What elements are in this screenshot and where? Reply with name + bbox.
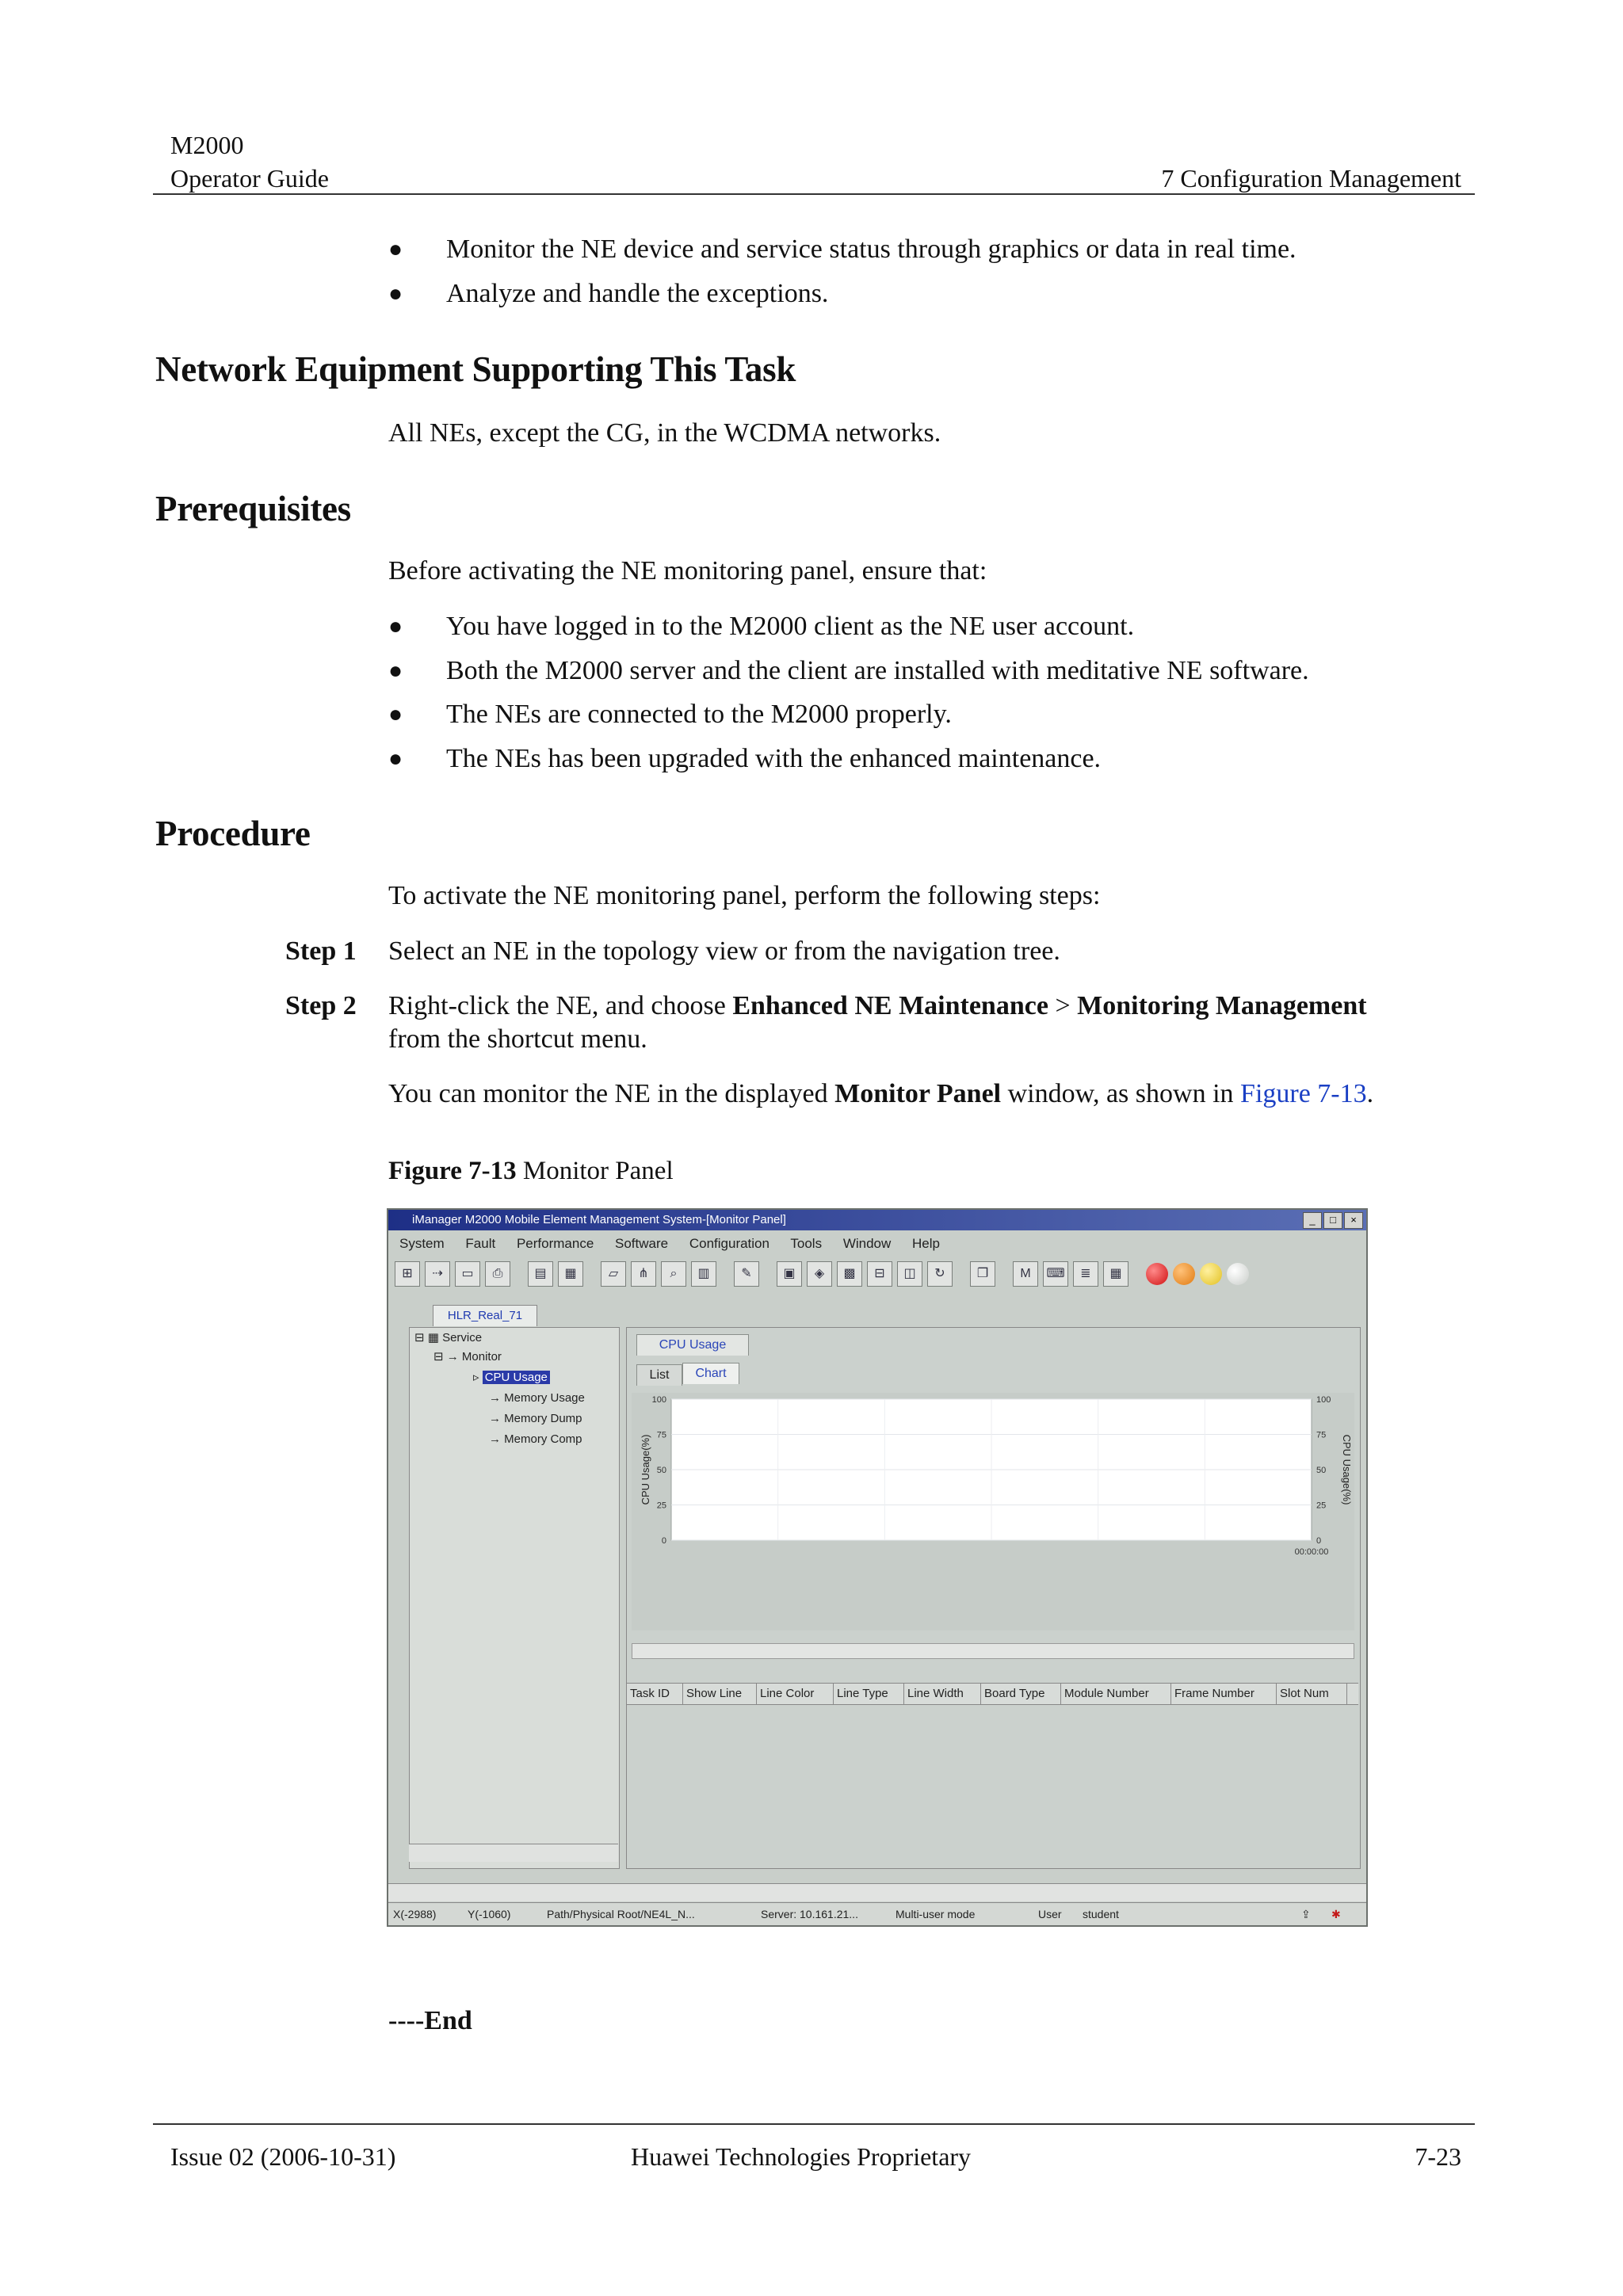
menubar bbox=[388, 1234, 1366, 1254]
module-icon[interactable]: ◫ bbox=[897, 1261, 922, 1287]
status-path: Path/Physical Root/NE4L_N... bbox=[547, 1908, 695, 1920]
cpu-usage-chart bbox=[632, 1393, 1354, 1630]
y-tick-right: 50 bbox=[1316, 1466, 1327, 1475]
procedure-heading: Procedure bbox=[155, 814, 311, 853]
alarm-status-icon[interactable]: ✱ bbox=[1331, 1908, 1341, 1920]
keyboard-icon[interactable]: ⌨ bbox=[1043, 1261, 1068, 1287]
chart-icon[interactable]: ▥ bbox=[691, 1261, 716, 1287]
board-icon[interactable]: ▩ bbox=[837, 1261, 862, 1287]
intro-bullet-1: Monitor the NE device and service status through graphics or data in real time. bbox=[446, 235, 1296, 264]
y-axis-label-right: CPU Usage(%) bbox=[1341, 1434, 1353, 1505]
tree-item-memory-comp[interactable]: → Memory Comp bbox=[489, 1432, 582, 1446]
prereq-bullet-4: The NEs has been upgraded with the enhanced maintenance. bbox=[446, 744, 1102, 773]
chart-scrollbar[interactable] bbox=[632, 1643, 1354, 1659]
menu-tools[interactable]: Tools bbox=[790, 1236, 823, 1251]
major-alarm-icon[interactable] bbox=[1173, 1263, 1195, 1285]
warning-alarm-icon[interactable] bbox=[1227, 1263, 1249, 1285]
status-server: Server: 10.161.21... bbox=[761, 1908, 858, 1920]
equipment-heading: Network Equipment Supporting This Task bbox=[155, 349, 796, 389]
info-icon[interactable]: ⇪ bbox=[1301, 1908, 1311, 1920]
prereq-bullet-3: The NEs are connected to the M2000 properly. bbox=[446, 700, 952, 729]
y-tick-left: 50 bbox=[656, 1466, 666, 1475]
tree-item-memory-dump[interactable]: → Memory Dump bbox=[489, 1412, 582, 1425]
bullet-dot: ● bbox=[388, 236, 403, 262]
copy-icon[interactable]: ❐ bbox=[970, 1261, 995, 1287]
log-icon[interactable]: ≣ bbox=[1073, 1261, 1098, 1287]
tab-list[interactable]: List bbox=[636, 1364, 682, 1386]
y-tick-left: 100 bbox=[651, 1395, 666, 1405]
end-marker: ----End bbox=[388, 2006, 472, 2035]
maximize-icon[interactable]: □ bbox=[1323, 1212, 1342, 1229]
navigation-tree bbox=[409, 1327, 620, 1869]
navigate-icon[interactable]: ⇢ bbox=[425, 1261, 450, 1287]
status-bar bbox=[388, 1902, 1366, 1925]
column-line-width[interactable]: Line Width bbox=[904, 1684, 981, 1704]
figure-caption: Figure 7-13 Monitor Panel bbox=[388, 1157, 674, 1185]
tab-cpu-usage[interactable]: CPU Usage bbox=[636, 1334, 749, 1356]
footer-issue: Issue 02 (2006-10-31) bbox=[170, 2142, 396, 2171]
document-icon[interactable]: ▤ bbox=[528, 1261, 553, 1287]
bullet-dot: ● bbox=[388, 613, 403, 639]
report-icon[interactable]: ▦ bbox=[558, 1261, 583, 1287]
status-mode: Multi-user mode bbox=[896, 1908, 976, 1920]
bullet-dot: ● bbox=[388, 746, 403, 772]
monitor-icon[interactable]: ▭ bbox=[455, 1261, 480, 1287]
critical-alarm-icon[interactable] bbox=[1146, 1263, 1168, 1285]
step-1-label: Step 1 bbox=[285, 936, 357, 966]
document-tab[interactable]: HLR_Real_71 bbox=[433, 1305, 537, 1326]
header-guide: Operator Guide bbox=[170, 164, 329, 193]
menu-performance[interactable]: Performance bbox=[516, 1236, 594, 1251]
table-icon[interactable]: ▦ bbox=[1103, 1261, 1128, 1287]
column-module-number[interactable]: Module Number bbox=[1061, 1684, 1171, 1704]
y-tick-right: 0 bbox=[1316, 1536, 1322, 1546]
status-user: student bbox=[1083, 1908, 1119, 1920]
toolbar bbox=[395, 1257, 1360, 1291]
status-y: Y(-1060) bbox=[468, 1908, 511, 1920]
y-tick-right: 75 bbox=[1316, 1430, 1327, 1440]
step-1-text: Select an NE in the topology view or from the navigation tree. bbox=[388, 936, 1060, 966]
footer-page: 7-23 bbox=[1415, 2142, 1461, 2171]
header-rule bbox=[153, 193, 1475, 195]
tree-scrollbar[interactable] bbox=[409, 1844, 618, 1862]
intro-bullet-2: Analyze and handle the exceptions. bbox=[446, 279, 829, 308]
window-titlebar bbox=[388, 1210, 1366, 1230]
bullet-dot: ● bbox=[388, 658, 403, 684]
mit-icon[interactable]: M bbox=[1013, 1261, 1038, 1287]
footer-company: Huawei Technologies Proprietary bbox=[631, 2142, 972, 2171]
bullet-dot: ● bbox=[388, 280, 403, 307]
drive-icon[interactable]: ⊟ bbox=[867, 1261, 892, 1287]
print-icon[interactable]: ⎙ bbox=[485, 1261, 510, 1287]
prereq-bullet-1: You have logged in to the M2000 client as the NE user account. bbox=[446, 612, 1135, 641]
network-icon[interactable]: ⋔ bbox=[631, 1261, 656, 1287]
tree-monitor[interactable]: ⊟ → Monitor bbox=[433, 1350, 502, 1363]
column-show-line[interactable]: Show Line bbox=[683, 1684, 757, 1704]
search-icon[interactable]: ⌕ bbox=[661, 1261, 686, 1287]
y-tick-right: 25 bbox=[1316, 1501, 1327, 1511]
refresh-icon[interactable]: ↻ bbox=[927, 1261, 953, 1287]
result-text: You can monitor the NE in the displayed Monitor Panel window, as shown in Figure 7-13. bbox=[388, 1079, 1374, 1108]
alarm-icon[interactable]: ◈ bbox=[807, 1261, 832, 1287]
header-chapter: 7 Configuration Management bbox=[1161, 164, 1461, 193]
minor-alarm-icon[interactable] bbox=[1200, 1263, 1222, 1285]
window-title: iManager M2000 Mobile Element Management System-[Monitor Panel] bbox=[412, 1213, 786, 1226]
menu-window[interactable]: Window bbox=[842, 1236, 892, 1251]
minimize-icon[interactable]: _ bbox=[1303, 1212, 1322, 1229]
monitor-content-pane bbox=[626, 1327, 1361, 1869]
prereq-bullet-2: Both the M2000 server and the client are installed with meditative NE software. bbox=[446, 656, 1309, 685]
y-tick-right: 100 bbox=[1316, 1395, 1331, 1405]
chart-area bbox=[632, 1393, 1354, 1630]
prereq-intro: Before activating the NE monitoring panel, ensure that: bbox=[388, 556, 987, 585]
column-task-id[interactable]: Task ID bbox=[627, 1684, 683, 1704]
footer-rule bbox=[153, 2123, 1475, 2125]
window-scrollbar[interactable] bbox=[388, 1883, 1366, 1901]
menu-fault[interactable]: Fault bbox=[465, 1236, 496, 1251]
task-table-header bbox=[627, 1683, 1358, 1705]
column-line-color[interactable]: Line Color bbox=[757, 1684, 834, 1704]
y-tick-left: 75 bbox=[656, 1430, 666, 1440]
close-icon[interactable]: × bbox=[1344, 1212, 1363, 1229]
menu-software[interactable]: Software bbox=[615, 1236, 669, 1251]
x-tick-label: 00:00:00 bbox=[1294, 1547, 1329, 1557]
menu-help[interactable]: Help bbox=[912, 1236, 940, 1251]
status-x: X(-2988) bbox=[393, 1908, 437, 1920]
monitor-panel-window bbox=[387, 1208, 1368, 1927]
tab-chart[interactable]: Chart bbox=[682, 1363, 739, 1384]
menu-configuration[interactable]: Configuration bbox=[689, 1236, 769, 1251]
edit-icon[interactable]: ✎ bbox=[734, 1261, 759, 1287]
column-slot-num[interactable]: Slot Num bbox=[1277, 1684, 1347, 1704]
column-line-type[interactable]: Line Type bbox=[834, 1684, 904, 1704]
header-product: M2000 bbox=[170, 131, 244, 159]
tree-root[interactable]: ⊟ ▦ Service bbox=[414, 1331, 483, 1344]
figure-link[interactable]: Figure 7-13 bbox=[1240, 1079, 1367, 1108]
procedure-intro: To activate the NE monitoring panel, perform the following steps: bbox=[388, 881, 1101, 910]
menu-system[interactable]: System bbox=[399, 1236, 445, 1251]
step-2-text: Right-click the NE, and choose Enhanced NE Maintenance > Monitoring Management bbox=[388, 991, 1367, 1020]
y-axis-label-left: CPU Usage(%) bbox=[640, 1434, 651, 1505]
prereq-heading: Prerequisites bbox=[155, 489, 351, 528]
column-frame-number[interactable]: Frame Number bbox=[1171, 1684, 1277, 1704]
column-board-type[interactable]: Board Type bbox=[981, 1684, 1061, 1704]
equipment-text: All NEs, except the CG, in the WCDMA networks. bbox=[388, 418, 941, 448]
y-tick-left: 0 bbox=[661, 1536, 666, 1546]
step-2-label: Step 2 bbox=[285, 991, 357, 1020]
folder-icon[interactable]: ▱ bbox=[601, 1261, 626, 1287]
step-2-text-cont: from the shortcut menu. bbox=[388, 1024, 647, 1054]
tree-item-memory-usage[interactable]: → Memory Usage bbox=[489, 1391, 585, 1405]
panel-icon[interactable]: ▣ bbox=[777, 1261, 802, 1287]
y-tick-left: 25 bbox=[656, 1501, 666, 1511]
topology-icon[interactable]: ⊞ bbox=[395, 1261, 420, 1287]
bullet-dot: ● bbox=[388, 701, 403, 727]
status-user-label: User bbox=[1038, 1908, 1062, 1920]
tree-item-cpu-usage[interactable]: ▹ CPU Usage bbox=[473, 1369, 550, 1386]
